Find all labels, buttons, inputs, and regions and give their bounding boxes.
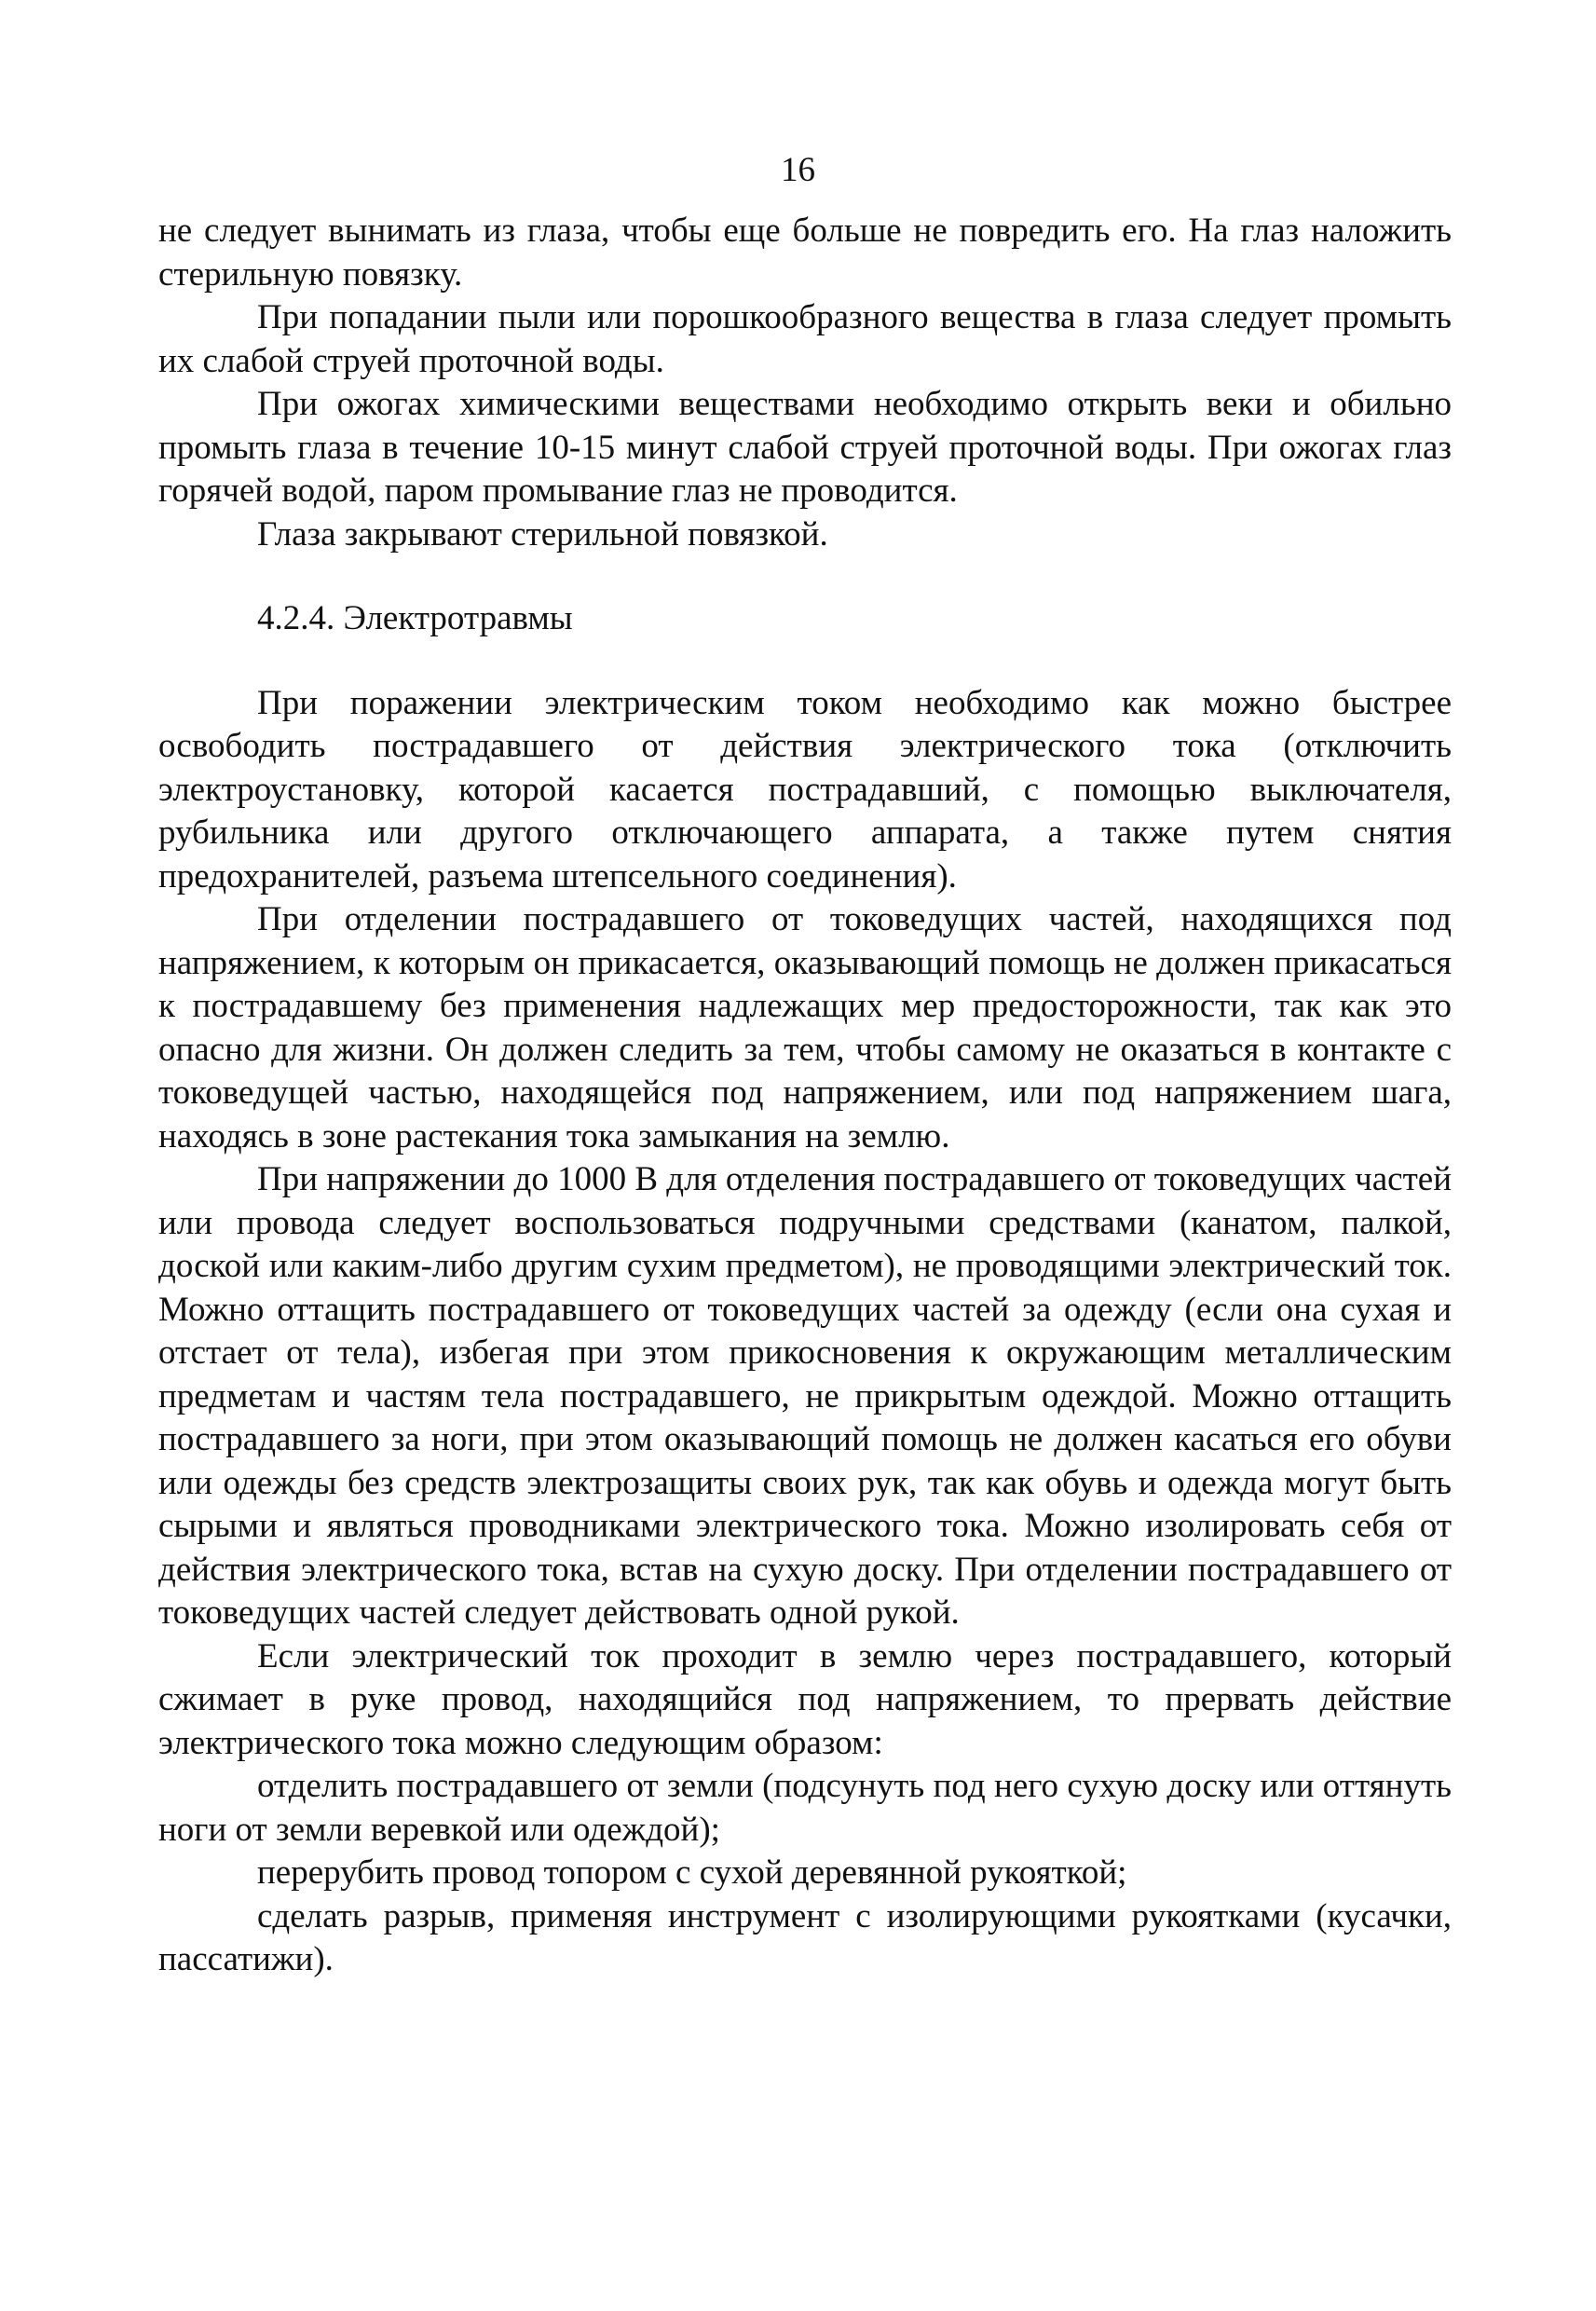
list-item-make-break: сделать разрыв, применяя инструмент с изолирующими рукоятками (кусачки, пассатижи). [158,1896,1452,1978]
paragraph-electric-shock-release: При поражении электрическим током необходимо как можно быстрее освободить пострадавшего от действия электрического тока (отключить электроустановку, которой касается пострадавший, с помощью выключателя, рубильника или другого отключающего аппарата, а также путем снятия предохранителей, разъема штепсельного соединения). [158,683,1452,896]
paragraph-eye-bandage: Глаза закрывают стерильной повязкой. [257,514,828,554]
document-body [158,210,1452,1982]
page-number: 16 [781,151,815,189]
paragraph-voltage-up-to-1000v: При напряжении до 1000 В для отделения пострадавшего от токоведущих частей или провода следует воспользоваться подручными средствами (канатом, палкой, доской или каким-либо другим сухим предметом), не проводящими электрический ток. Можно оттащить пострадавшего от токоведущих частей за одежду (если она сухая и отстает от тела), избегая при этом прикосновения к окружающим металлическим предметам и частям тела пострадавшего, не прикрытым одеждой. Можно оттащить пострадавшего за ноги, при этом оказывающий помощь не должен касаться его обуви или одежды без средств электрозащиты своих рук, так как обувь и одежда могут быть сырыми и являться проводниками электрического тока. Можно изолировать себя от действия электрического тока, встав на сухую доску. При отделении пострадавшего от токоведущих частей следует действовать одной рукой. [158,1160,1452,1632]
paragraph-separation-precautions: При отделении пострадавшего от токоведущих частей, находящихся под напряжением, к которым он прикасается, оказывающий помощь не должен прикасаться к пострадавшему без применения надлежащих мер предосторожности, так как это опасно для жизни. Он должен следить за тем, чтобы самому не оказаться в контакте с токоведущей частью, находящейся под напряжением, или под напряжением шага, находясь в зоне растекания тока замыкания на землю. [158,900,1452,1156]
paragraph-current-through-ground: Если электрический ток проходит в землю через пострадавшего, который сжимает в руке провод, находящийся под напряжением, то прервать действие электрического тока можно следующим образом: [158,1636,1452,1762]
section-heading-electrotrauma: 4.2.4. Электротравмы [257,599,573,637]
paragraph-eye-foreign-object: не следует вынимать из глаза, чтобы еще больше не повредить его. На глаз наложить стерильную повязку. [158,212,1452,294]
list-item-cut-wire: перерубить провод топором с сухой деревянной рукояткой; [257,1853,1127,1892]
paragraph-eye-dust: При попадании пыли или порошкообразного вещества в глаза следует промыть их слабой струей проточной воды. [158,298,1452,380]
list-item-separate-from-ground: отделить пострадавшего от земли (подсунуть под него сухую доску или оттянуть ноги от земли веревкой или одеждой); [158,1767,1452,1849]
paragraph-eye-chemical-burn: При ожогах химическими веществами необходимо открыть веки и обильно промыть глаза в течение 10-15 минут слабой струей проточной воды. При ожогах глаз горячей водой, паром промывание глаз не проводится. [158,385,1452,510]
